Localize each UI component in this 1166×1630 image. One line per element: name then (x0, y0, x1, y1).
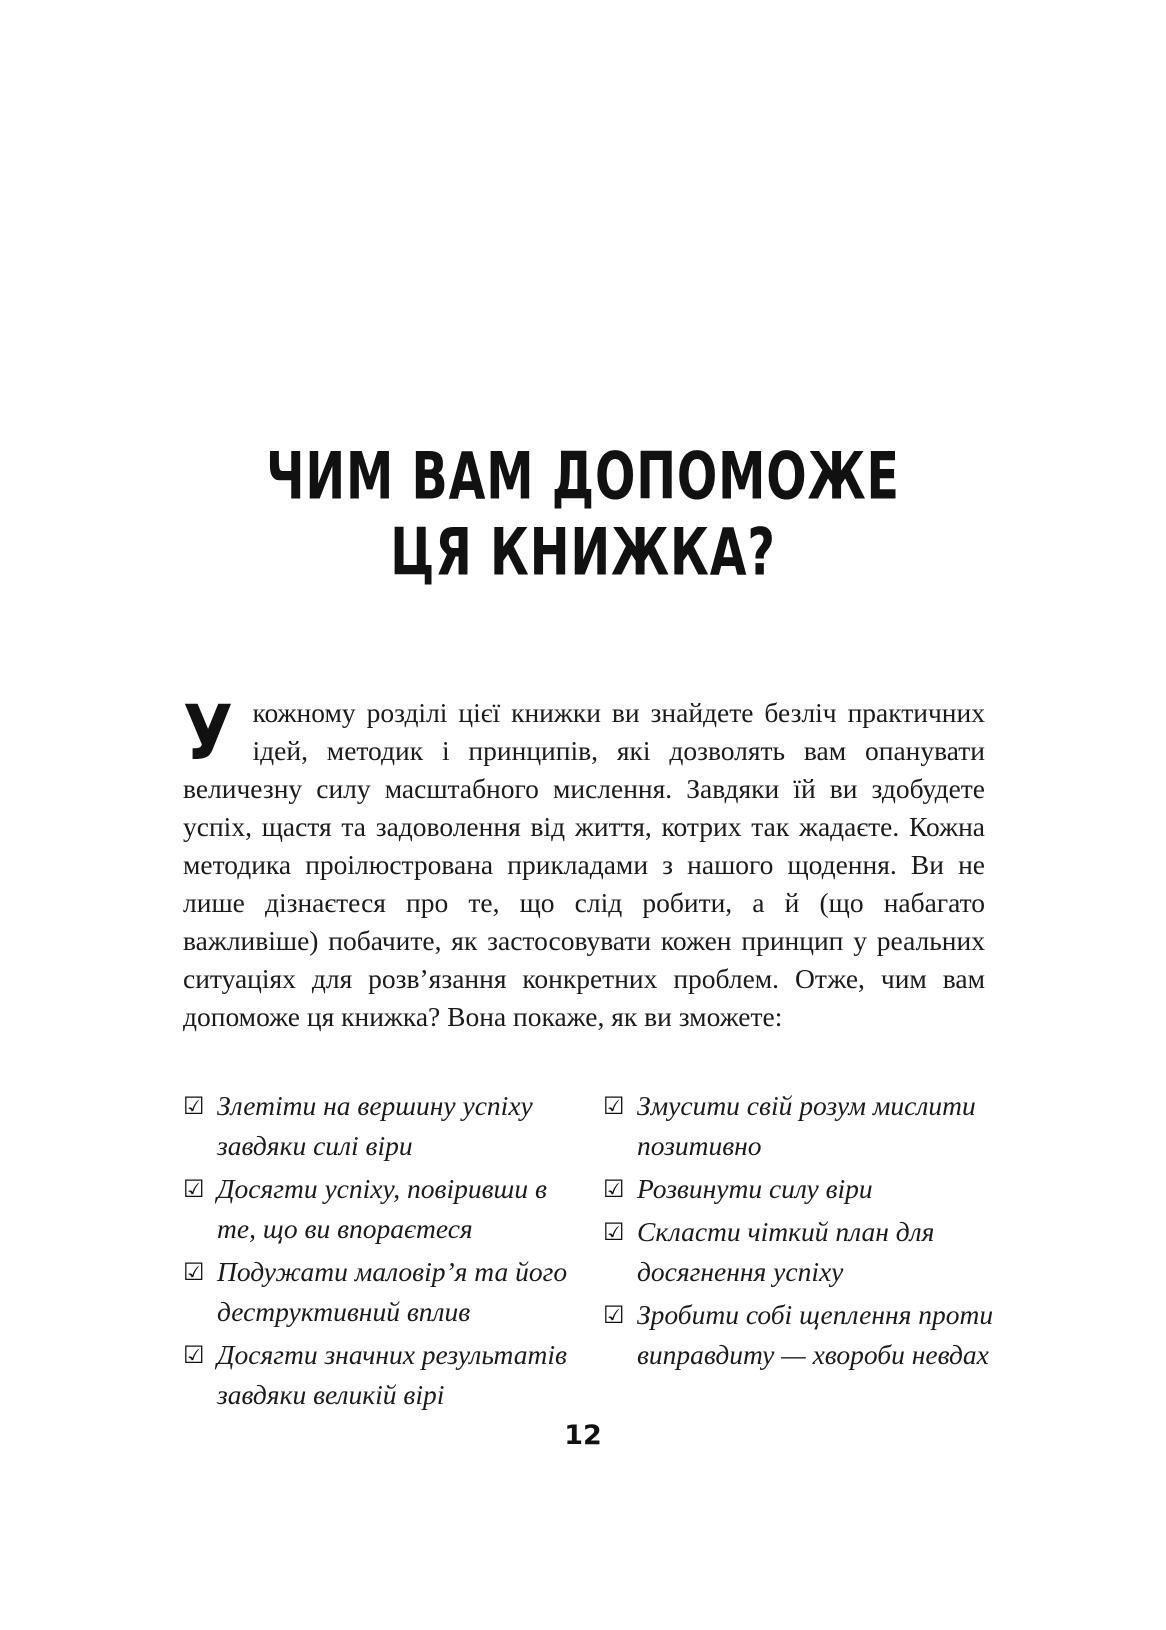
list-item (183, 1086, 575, 1166)
list-item-text: Подужати маловір’я та його деструктивний вплив (217, 1256, 568, 1327)
intro-paragraph (183, 688, 985, 1036)
checkbox-checked-icon: ☑ (183, 1341, 205, 1369)
benefits-column-right (603, 1086, 995, 1418)
list-item (603, 1086, 995, 1166)
list-item-text: Злетіти на вершину успіху завдяки силі віри (217, 1090, 533, 1161)
list-item-text: Скласти чіткий план для досягнення успіху (637, 1216, 935, 1287)
intro-text: кожному розділі цієї книжки ви знайдете безліч практичних ідей, методик і принципів, які дозволять вам опанувати величезну силу масштабного мислення. Завдяки їй ви здобудете успіх, щастя та задоволення від життя, котрих так жадаєте. Кожна методика проілюстрована прикладами з нашого щодення. Ви не лише дізнаєтеся про те, що слід робити, а й (що набагато важливіше) побачите, як застосовувати кожен принцип у реальних ситуаціях для розв’язання конкретних проблем. Отже, чим вам допоможе ця книжка? Вона покаже, як ви зможете: (183, 697, 985, 1032)
list-item (183, 1252, 575, 1332)
list-item (603, 1212, 995, 1292)
checkbox-checked-icon: ☑ (603, 1218, 625, 1246)
list-item-text: Розвинути силу віри (637, 1173, 873, 1204)
checkbox-checked-icon: ☑ (603, 1092, 625, 1120)
list-item (603, 1295, 995, 1375)
checkbox-checked-icon: ☑ (603, 1175, 625, 1203)
checkbox-checked-icon: ☑ (603, 1301, 625, 1329)
list-item-text: Зробити собі щеплення проти виправдиту — хвороби невдах (637, 1299, 994, 1370)
checkbox-checked-icon: ☑ (183, 1258, 205, 1286)
chapter-title (0, 438, 1166, 590)
chapter-title-line-1: ЧИМ ВАМ ДОПОМОЖЕ (266, 437, 900, 515)
list-item-text: Досягти успіху, повіривши в те, що ви впораєтеся (217, 1173, 547, 1244)
checkbox-checked-icon: ☑ (183, 1175, 205, 1203)
list-item (603, 1169, 995, 1209)
benefits-lists (183, 1086, 995, 1418)
benefits-column-left (183, 1086, 575, 1418)
drop-cap: У (183, 688, 233, 777)
list-item (183, 1335, 575, 1415)
list-item-text: Досягти значних результатів завдяки великій вірі (217, 1339, 567, 1410)
list-item (183, 1169, 575, 1249)
chapter-title-line-2: ЦЯ КНИЖКА? (390, 513, 776, 591)
list-item-text: Змусити свій розум мислити позитивно (637, 1090, 976, 1161)
page-number: 12 (564, 1420, 602, 1451)
checkbox-checked-icon: ☑ (183, 1092, 205, 1120)
